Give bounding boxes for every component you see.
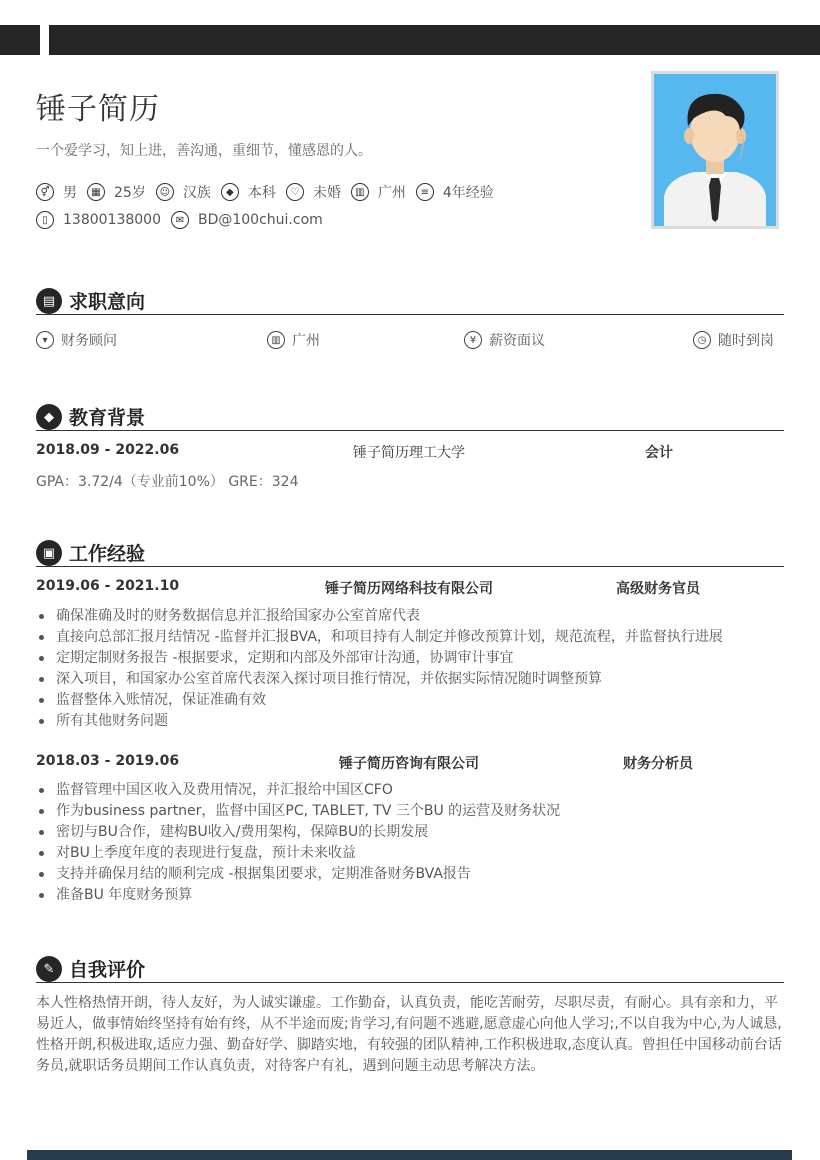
graduation-icon: ◆	[221, 183, 239, 201]
list-item: 监督整体入账情况，保证准确有效	[36, 690, 723, 711]
education-row	[36, 442, 784, 462]
list-item: 密切与BU合作，建构BU收入/费用架构，保障BU的长期发展	[36, 822, 560, 843]
education-major: 会计	[645, 445, 673, 461]
top-bar-left-block	[0, 25, 40, 55]
motto: 一个爱学习，知上进，善沟通，重细节，懂感恩的人。	[36, 143, 372, 159]
building-icon: ▥	[351, 183, 369, 201]
work-row	[36, 578, 784, 598]
list-item: 深入项目，和国家办公室首席代表深入探讨项目推行情况，并依据实际情况随时调整预算	[36, 669, 723, 690]
work-row	[36, 753, 784, 773]
intent-salary: ¥ 薪资面议	[464, 330, 545, 350]
clock-icon: ◷	[693, 331, 711, 349]
bottom-bar	[27, 1150, 792, 1160]
experience-icon: ≡	[416, 183, 434, 201]
info-degree: ◆ 本科	[221, 182, 276, 202]
list-item: 所有其他财务问题	[36, 711, 723, 732]
section-title: 自我评价	[69, 959, 146, 981]
section-header-self-eval	[36, 954, 784, 983]
info-email: ✉ BD@100chui.com	[171, 211, 323, 229]
section-header-intent	[36, 286, 784, 315]
intent-city: ▥ 广州	[267, 330, 320, 350]
education-school: 锤子简历理工大学	[353, 445, 465, 461]
section-title: 求职意向	[69, 291, 146, 313]
work-title: 财务分析员	[623, 756, 693, 772]
info-ethnicity: ☺ 汉族	[156, 182, 211, 202]
work-company: 锤子简历咨询有限公司	[339, 756, 479, 772]
phone-icon: ▯	[36, 211, 54, 229]
section-header-education	[36, 402, 784, 431]
work-duties-list	[36, 606, 723, 732]
info-marital: ♡ 未婚	[286, 182, 341, 202]
list-item: 确保准确及时的财务数据信息并汇报给国家办公室首席代表	[36, 606, 723, 627]
avatar-illustration	[654, 74, 776, 226]
intent-availability: ◷ 随时到岗	[693, 330, 774, 350]
section-header-work	[36, 538, 784, 567]
list-item: 对BU上季度年度的表现进行复盘，预计未来收益	[36, 843, 560, 864]
basic-info-row	[36, 182, 504, 202]
user-edit-icon: ✎	[36, 956, 62, 982]
list-item: 支持并确保月结的顺利完成 -根据集团要求，定期准备财务BVA报告	[36, 864, 560, 885]
education-period: 2018.09 - 2022.06	[36, 442, 180, 458]
building-icon: ▥	[267, 331, 285, 349]
graduation-cap-icon: ◆	[36, 404, 62, 430]
mail-icon: ✉	[171, 211, 189, 229]
marriage-icon: ♡	[286, 183, 304, 201]
work-duties-list	[36, 780, 560, 906]
list-item: 定期定制财务报告 -根据要求，定期和内部及外部审计沟通，协调审计事宜	[36, 648, 723, 669]
intent-position: ▾ 财务顾问	[36, 330, 117, 350]
info-gender: ⚥ 男	[36, 182, 77, 202]
section-title: 教育背景	[69, 407, 146, 429]
avatar	[651, 71, 779, 229]
info-city: ▥ 广州	[351, 182, 406, 202]
work-period: 2018.03 - 2019.06	[36, 753, 180, 769]
info-phone: ▯ 13800138000	[36, 211, 161, 229]
contact-row	[36, 211, 333, 229]
resume-name: 锤子简历	[36, 92, 160, 127]
gender-icon: ⚥	[36, 183, 54, 201]
list-item: 直接向总部汇报月结情况 -监督并汇报BVA，和项目持有人制定并修改预算计划，规范流程，并监督执行进展	[36, 627, 723, 648]
education-detail: GPA：3.72/4（专业前10%） GRE：324	[36, 474, 299, 490]
section-title: 工作经验	[69, 543, 146, 565]
info-age: ▦ 25岁	[87, 182, 146, 202]
info-experience: ≡ 4年经验	[416, 182, 494, 202]
clipboard-icon: ▤	[36, 288, 62, 314]
list-item: 准备BU 年度财务预算	[36, 885, 560, 906]
tie-icon: ▾	[36, 331, 54, 349]
list-item: 作为business partner，监督中国区PC, TABLET, TV 三个BU 的运营及财务状况	[36, 801, 560, 822]
work-title: 高级财务官员	[616, 581, 700, 597]
top-bar	[49, 25, 820, 55]
calendar-icon: ▦	[87, 183, 105, 201]
person-icon: ☺	[156, 183, 174, 201]
list-item: 监督管理中国区收入及费用情况，并汇报给中国区CFO	[36, 780, 560, 801]
self-evaluation-text: 本人性格热情开朗，待人友好，为人诚实谦虚。工作勤奋，认真负责，能吃苦耐劳，尽职尽责，有耐心。具有亲和力，平易近人，做事情始终坚持有始有终，从不半途而废;肯学习,有问题不逃避,愿意虚心向他人学习;,不以自我为中心,为人诚恳,性格开朗,积极进取,适应力强、勤奋好学、脚踏实地，有较强的团队精神,工作积极进取,态度认真。曾担任中国移动前台话务员,就职话务员期间工作认真负责，对待客户有礼，遇到问题主动思考解决方法。	[36, 995, 782, 1074]
work-company: 锤子简历网络科技有限公司	[325, 581, 493, 597]
briefcase-icon: ▣	[36, 540, 62, 566]
job-intent-row	[36, 330, 784, 350]
work-period: 2019.06 - 2021.10	[36, 578, 180, 594]
yen-icon: ¥	[464, 331, 482, 349]
